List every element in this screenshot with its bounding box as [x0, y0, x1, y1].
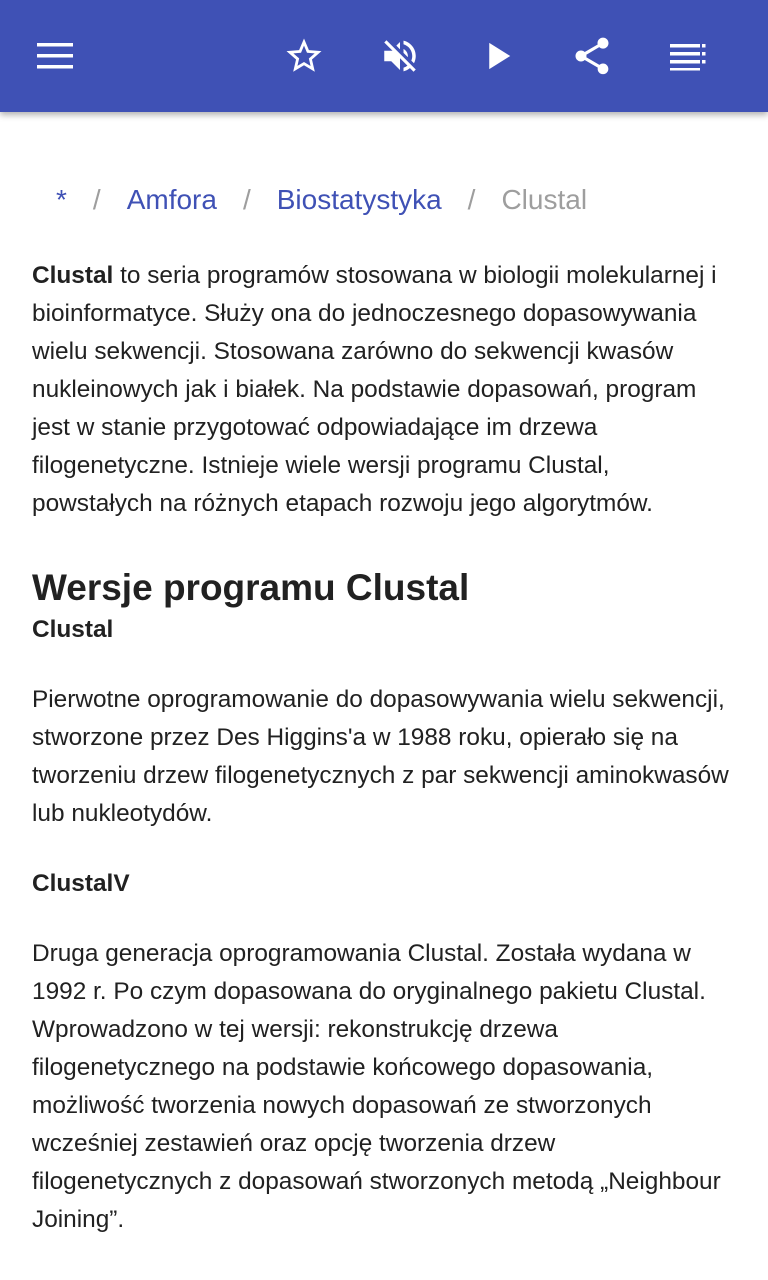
app-toolbar [0, 0, 768, 112]
play-button[interactable] [466, 24, 530, 88]
breadcrumb-home-link[interactable]: * [56, 184, 67, 215]
breadcrumb-separator: / [242, 184, 251, 215]
breadcrumb-link-amfora[interactable]: Amfora [126, 184, 217, 215]
breadcrumb [56, 180, 587, 220]
favorite-button[interactable] [272, 24, 336, 88]
list-menu-icon [668, 41, 708, 71]
menu-button[interactable] [24, 24, 88, 88]
share-icon [570, 34, 614, 78]
menu-icon [36, 41, 76, 71]
intro-paragraph [32, 257, 736, 523]
share-button[interactable] [560, 24, 624, 88]
breadcrumb-current: Clustal [501, 184, 588, 215]
breadcrumb-separator: / [92, 184, 101, 215]
version-heading-clustalv: ClustalV [32, 870, 130, 897]
contents-menu-button[interactable] [656, 24, 720, 88]
breadcrumb-separator: / [467, 184, 476, 215]
volume-off-icon [379, 35, 421, 77]
version-description-clustal: Pierwotne oprogramowanie do dopasowywania wielu sekwencji, stworzone przez Des Higgins'a w 1988 roku, opierało się na tworzeniu drzew filogenetycznych z par sekwencji aminokwasów lub nukleotydów. [32, 686, 729, 827]
intro-text: to seria programów stosowana w biologii molekularnej i bioinformatyce. Służy ona do jednoczesnego dopasowywania wielu sekwencji. Stosowana zarówno do sekwencji kwasów nukleinowych jak i białek. Na podstawie dopasowań, program jest w stanie przygotować odpowiadające im drzewa filogenetyczne. Istnieje wiele wersji programu Clustal, powstałych na różnych etapach rozwoju jego algorytmów. [32, 262, 717, 517]
mute-button[interactable] [368, 24, 432, 88]
section-title: Wersje programu Clustal [32, 567, 470, 608]
intro-term: Clustal [32, 262, 114, 289]
article-body [32, 257, 736, 1271]
star-outline-icon [283, 35, 325, 77]
version-heading-clustal: Clustal [32, 616, 114, 643]
play-icon [477, 35, 519, 77]
breadcrumb-link-biostatystyka[interactable]: Biostatystyka [276, 184, 442, 215]
version-description-clustalv: Druga generacja oprogramowania Clustal. Została wydana w 1992 r. Po czym dopasowana do oryginalnego pakietu Clustal. Wprowadzono w tej wersji: rekonstrukcję drzewa filogenetycznego na podstawie końcowego dopasowania, możliwość tworzenia nowych dopasowań ze stworzonych wcześniej zestawień oraz opcję tworzenia drzew filogenetycznych z dopasowań stworzonych metodą „Neighbour Joining”. [32, 940, 721, 1233]
